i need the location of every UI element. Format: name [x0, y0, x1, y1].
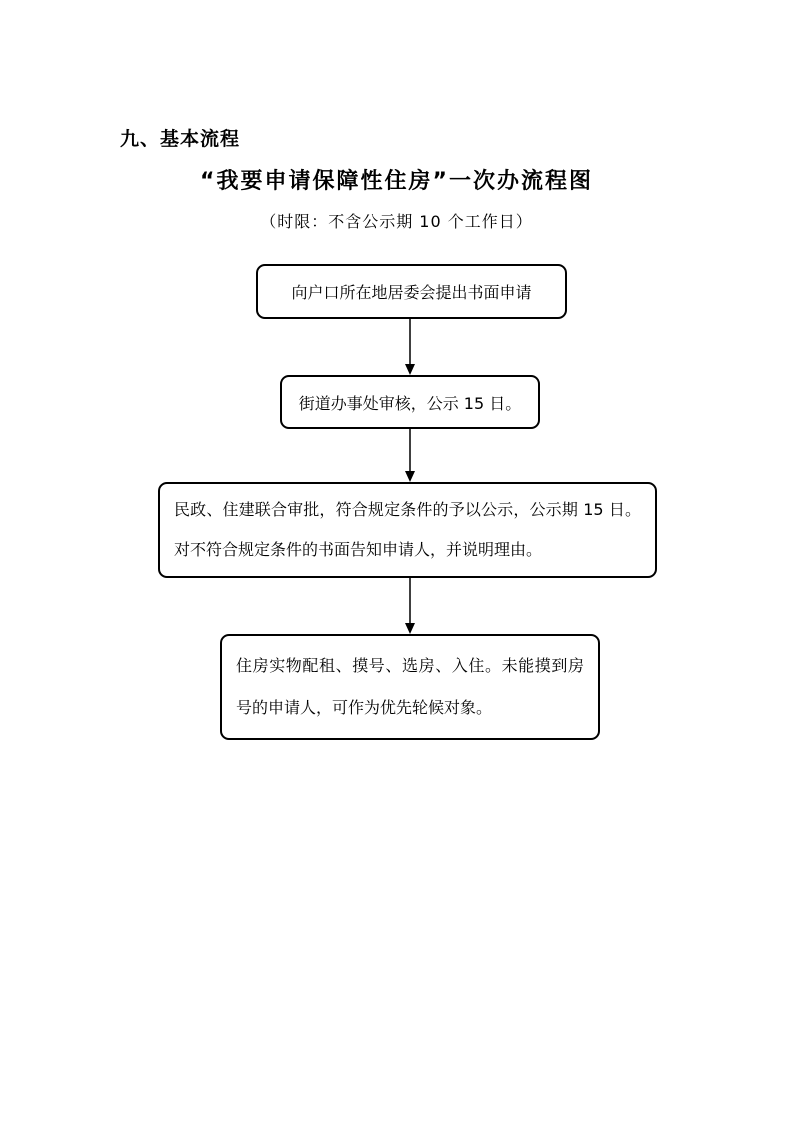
flow-step-4-text: 住房实物配租、摸号、选房、入住。未能摸到房号的申请人，可作为优先轮候对象。: [236, 656, 584, 717]
arrow-step3-to-step4: [405, 578, 415, 634]
section-heading: 九、基本流程: [120, 128, 241, 150]
chart-title: “我要申请保障性住房”一次办流程图: [200, 169, 593, 194]
arrow-step1-to-step2: [405, 319, 415, 375]
flow-step-1-box: [256, 264, 567, 319]
flow-step-2-text: 街道办事处审核，公示 15 日。: [298, 393, 522, 413]
chart-subtitle: （时限：不含公示期 10 个工作日）: [260, 212, 533, 231]
flow-step-3-text: 民政、住建联合审批，符合规定条件的予以公示，公示期 15 日。对不符合规定条件的书面告知申请人，并说明理由。: [174, 500, 641, 559]
arrow-step2-to-step3: [405, 429, 415, 482]
flow-step-3-box: [158, 482, 657, 578]
flow-step-1-text: 向户口所在地居委会提出书面申请: [291, 283, 532, 302]
flow-step-2-box: [280, 375, 540, 429]
flow-step-4-box: [220, 634, 600, 740]
